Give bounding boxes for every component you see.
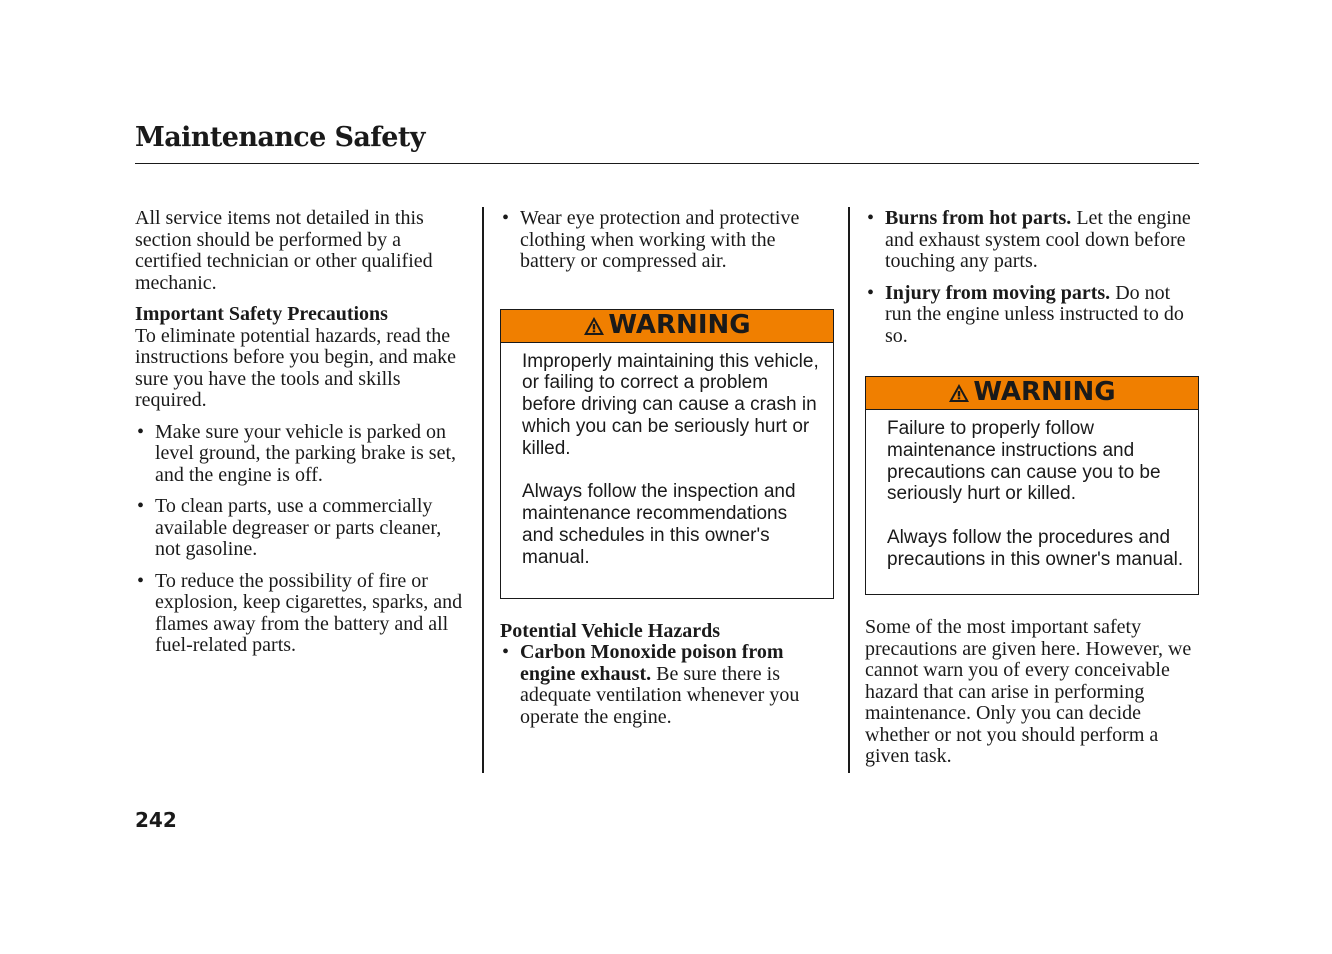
- hazard-text: Let the engine and exhaust system cool down before touching any parts.: [885, 207, 1191, 272]
- list-item: [500, 642, 834, 728]
- warning-header: [501, 310, 833, 343]
- warning-header: [866, 377, 1198, 410]
- list-item: [865, 208, 1199, 273]
- precautions-paragraph: To eliminate potential hazards, read the instructions before you begin, and make sure you have the tools and skills required.: [135, 324, 457, 411]
- hazard-title: Burns from hot parts.: [885, 207, 1072, 229]
- warning-triangle-icon: [948, 383, 970, 403]
- list-item: [865, 283, 1199, 348]
- closing-paragraph: Some of the most important safety precautions are given here. However, we cannot warn you of every conceivable hazard that can arise in performing maintenance. Only you can decide whether or not you should perform a given task.: [865, 616, 1192, 767]
- column-divider-2: [848, 207, 850, 773]
- hazard-title: Carbon Monoxide poison from engine exhaust.: [520, 641, 784, 685]
- warning-body: [866, 410, 1198, 579]
- list-item: • To reduce the possibility of fire or explosion, keep cigarettes, sparks, and flames away from the battery and all fuel-related parts.: [135, 571, 467, 657]
- warning-box-maintenance: [500, 309, 834, 599]
- list-item: • Wear eye protection and protective clothing when working with the battery or compressed air.: [500, 208, 834, 273]
- page-title: Maintenance Safety: [135, 122, 425, 153]
- warning-label: WARNING: [608, 309, 751, 340]
- eye-protection-list: [500, 208, 834, 273]
- hazards-list-continued: [865, 208, 1199, 347]
- hazard-text: Be sure there is adequate ventilation whenever you operate the engine.: [520, 662, 800, 728]
- warning-text: Always follow the procedures and precautions in this owner's manual.: [887, 526, 1184, 570]
- precautions-heading: Important Safety Precautions: [135, 303, 388, 325]
- intro-paragraph: All service items not detailed in this section should be performed by a certified technician or other qualified mechanic.: [135, 207, 433, 294]
- column-1: [135, 208, 467, 667]
- warning-triangle-icon: [583, 316, 605, 336]
- warning-label: WARNING: [973, 377, 1116, 408]
- list-item: • Make sure your vehicle is parked on level ground, the parking brake is set, and the engine is off.: [135, 422, 467, 487]
- hazards-list: [500, 642, 834, 728]
- column-divider-1: [482, 207, 484, 773]
- precautions-list: [135, 422, 467, 657]
- warning-box-procedures: [865, 376, 1199, 595]
- hazard-title: Injury from moving parts.: [885, 281, 1111, 304]
- title-rule: [135, 163, 1199, 164]
- warning-text: Failure to properly follow maintenance instructions and precautions can cause you to be seriously hurt or killed.: [887, 418, 1161, 505]
- list-item: • To clean parts, use a commercially available degreaser or parts cleaner, not gasoline.: [135, 496, 467, 561]
- column-2: [500, 208, 834, 738]
- column-3: [865, 208, 1199, 768]
- hazard-text: Do not run the engine unless instructed to do so.: [885, 281, 1184, 347]
- warning-text: Improperly maintaining this vehicle, or failing to correct a problem before driving can cause a crash in which you can be seriously hurt or killed.: [522, 350, 819, 459]
- warning-text: Always follow the inspection and maintenance recommendations and schedules in this owner's manual.: [522, 481, 796, 568]
- warning-body: [501, 343, 833, 577]
- hazards-heading: Potential Vehicle Hazards: [500, 619, 720, 642]
- page-number: 242: [135, 808, 177, 832]
